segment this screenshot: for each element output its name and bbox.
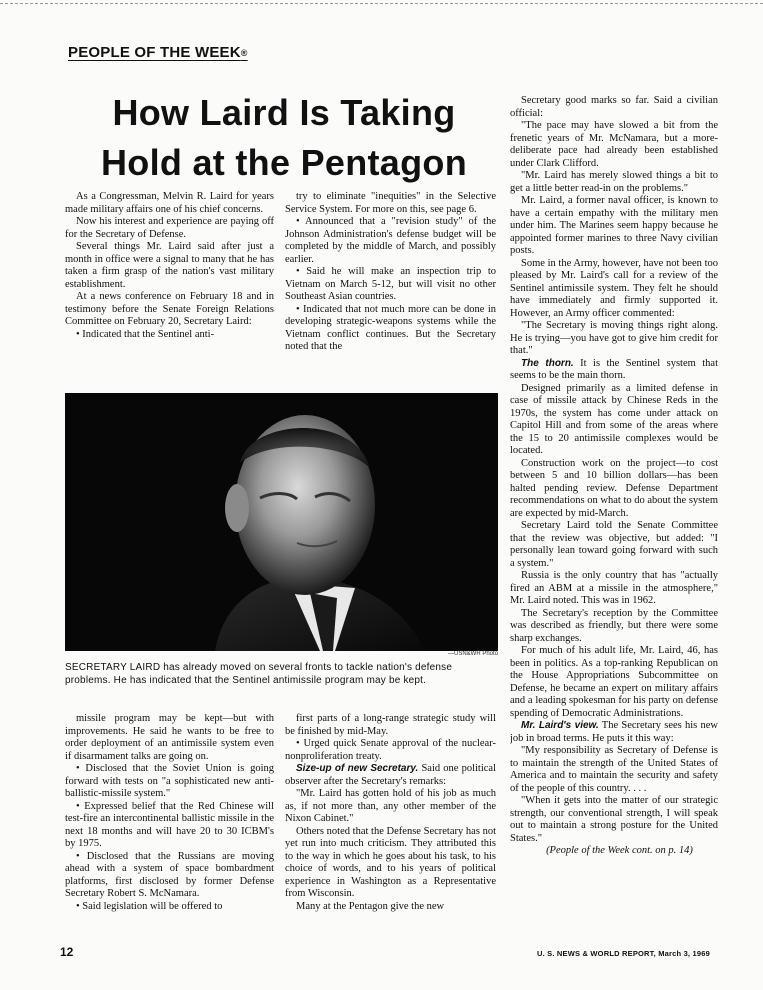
paragraph: • Indicated that not much more can be done in developing strategic-weapons systems while the Vietnam conflict continues. But the Secretary noted that the	[285, 303, 496, 352]
photo-credit: —USN&WR Photo	[447, 651, 498, 657]
photo-caption: SECRETARY LAIRD has already moved on several fronts to tackle nation's defense problems. He has indicated that the Sentinel antimissile program may be kept.	[65, 662, 453, 686]
paragraph: Many at the Pentagon give the new	[296, 900, 445, 912]
paragraph: Designed primarily as a limited defense in case of missile attack by Chinese Reds in the 1970s, the system has come under attack on Capitol Hill and from some of the areas where the 15 to 20 antimissile complexes would be located.	[510, 382, 718, 456]
paragraph: try to eliminate "inequities" in the Selective Service System. For more on this, see page 6.	[285, 191, 496, 215]
paragraph: missile program may be kept—but with improvements. He said he wants to be free to order deployment of an antimissile system even if disarmament talks are going on.	[65, 713, 274, 762]
headline: How Laird Is Taking Hold at the Pentagon	[101, 92, 467, 183]
paragraph: Some in the Army, however, have not been too pleased by Mr. Laird's call for a review of the Sentinel antimissile system. They felt he should have immediately and firmly supported it. However, an Army officer commented:	[510, 257, 718, 319]
paragraph: "My responsibility as Secretary of Defense is to maintain the strength of the United States of America and to maintain the security and safety of the people of this country. . . .	[510, 745, 718, 794]
paragraph: At a news conference on February 18 and in testimony before the Senate Foreign Relations Committee on February 20, Secretary Laird:	[65, 291, 274, 327]
paragraph: Secretary good marks so far. Said a civilian official:	[510, 95, 718, 119]
paragraph: first parts of a long-range strategic study will be finished by mid-May.	[285, 713, 496, 737]
paragraph: • Urged quick Senate approval of the nuclear-nonproliferation treaty.	[285, 738, 496, 762]
paragraph: Others noted that the Defense Secretary has not yet run into much criticism. They attributed this to the way in which he goes about his task, to his choice of words, and to his years of political experience in Washington as a Representative from Wisconsin.	[285, 825, 496, 899]
paragraph: For much of his adult life, Mr. Laird, 46, has been in politics. As a top-ranking Republican on the House Appropriations Subcommittee on Defense, he became an expert on military affairs and a leading spokesman for his party on defense spending of Democratic Administrations.	[510, 645, 718, 719]
run-in-heading: Size-up of new Secretary.	[296, 763, 419, 774]
paragraph: Now his interest and experience are paying off for the Secretary of Defense.	[65, 216, 274, 240]
paragraph: Several things Mr. Laird said after just a month in office were a signal to many that he has taken a firm grasp of the nation's vast military establishment.	[65, 241, 274, 290]
paragraph: "Mr. Laird has gotten hold of his job as much as, if not more than, any other member of the Nixon Cabinet."	[285, 788, 496, 824]
paragraph: • Disclosed that the Russians are moving ahead with a system of space bombardment platforms, first disclosed by former Defense Secretary Robert S. McNamara.	[65, 850, 274, 899]
run-in-heading: Mr. Laird's view.	[521, 720, 599, 731]
article-column-2	[285, 191, 496, 366]
paragraph: "The Secretary is moving things right along. He is trying—you have got to give him credit for that."	[510, 320, 718, 356]
paragraph: • Said legislation will be offered to	[76, 900, 223, 912]
paragraph-text: It is the Sentinel system that seems to be the main thorn.	[510, 357, 718, 381]
registered-mark: ®	[240, 48, 248, 58]
laird-photo	[65, 393, 498, 651]
paragraph: As a Congressman, Melvin R. Laird for years made military affairs one of his chief concerns.	[65, 191, 274, 215]
paragraph: "Mr. Laird has merely slowed things a bit to get a little better read-in on the problems."	[510, 170, 718, 194]
section-label: PEOPLE OF THE WEEK®	[68, 44, 248, 61]
paragraph: The Secretary's reception by the Committee was described as friendly, but there were some sharp exchanges.	[510, 607, 718, 644]
paragraph-text: Said one political observer after the Secretary's remarks:	[285, 763, 496, 787]
paragraph	[285, 763, 496, 788]
paragraph: • Indicated that the Sentinel anti-	[76, 328, 215, 340]
publication-footer: U. S. NEWS & WORLD REPORT, March 3, 1969	[536, 949, 710, 958]
paragraph: Secretary Laird told the Senate Committee that the review was objective, but added: "I personally lean toward going forward with such a system."	[510, 520, 718, 569]
paragraph: "When it gets into the matter of our strategic strength, our conventional strength, I will speak out to maintain a strong posture for the United States."	[510, 795, 718, 844]
paragraph: (People of the Week cont. on p. 14)	[546, 845, 693, 856]
paragraph	[510, 720, 718, 745]
paragraph	[510, 358, 718, 383]
paragraph: Construction work on the project—to cost between 5 and 10 billion dollars—has been halted pending review. Defense Department recommendations on what to do about the system are expected by mid-March.	[510, 457, 718, 519]
article-column-1	[65, 191, 274, 366]
paragraph: • Expressed belief that the Red Chinese will test-fire an intercontinental ballistic missile in the next 18 months and will have 20 to 30 ICBM's by 1975.	[65, 800, 274, 849]
paragraph: Mr. Laird, a former naval officer, is known to have a certain empathy with the military men under him. The Marines seem happy because he appointed former marines to three Navy civilian posts.	[510, 195, 718, 256]
page-number: 12	[60, 945, 74, 959]
paragraph: Russia is the only country that has "actually fired an ABM at a missile in the atmosphere," Mr. Laird noted. This was in 1962.	[510, 570, 718, 606]
paragraph: • Disclosed that the Soviet Union is going forward with tests on "a sophisticated new anti-ballistic-missile system."	[65, 763, 274, 799]
article-column-5	[285, 713, 496, 941]
portrait-image	[65, 393, 498, 651]
article-column-3	[510, 95, 718, 940]
page-top-rule	[0, 3, 763, 4]
article-column-4	[65, 713, 274, 941]
run-in-heading: The thorn.	[521, 357, 574, 369]
paragraph-text: The Secretary sees his new job in broad terms. He puts it this way:	[510, 720, 718, 744]
paragraph: "The pace may have slowed a bit from the frenetic years of Mr. McNamara, but a more-deliberate pace had already been established under Clark Clifford.	[510, 120, 718, 169]
paragraph: • Said he will make an inspection trip to Vietnam on March 5-12, but will visit no other Southeast Asian countries.	[285, 266, 496, 302]
paragraph: • Announced that a "revision study" of the Johnson Administration's defense budget will be completed by the middle of March, and possibly earlier.	[285, 216, 496, 265]
